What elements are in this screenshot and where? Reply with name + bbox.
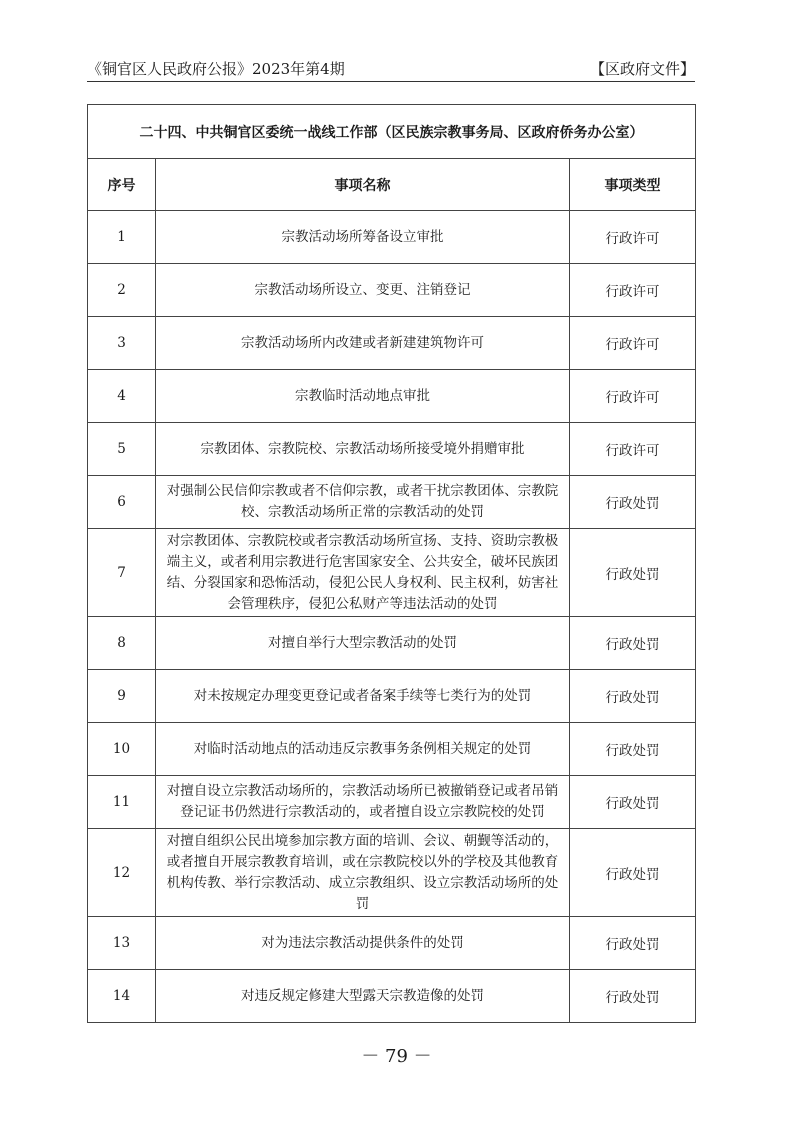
row-type: 行政处罚 bbox=[570, 776, 696, 829]
page-header bbox=[87, 58, 695, 80]
row-name: 宗教活动场所设立、变更、注销登记 bbox=[156, 264, 570, 317]
row-name: 对强制公民信仰宗教或者不信仰宗教，或者干扰宗教团体、宗教院校、宗教活动场所正常的宗教活动的处罚 bbox=[156, 476, 570, 529]
column-header-type: 事项类型 bbox=[570, 159, 696, 211]
row-name: 对擅自举行大型宗教活动的处罚 bbox=[156, 617, 570, 670]
department-row bbox=[88, 105, 696, 159]
table-row bbox=[88, 970, 696, 1023]
table-row bbox=[88, 670, 696, 723]
row-seq: 10 bbox=[88, 723, 156, 776]
row-type: 行政处罚 bbox=[570, 670, 696, 723]
table-row bbox=[88, 317, 696, 370]
row-name: 宗教活动场所内改建或者新建建筑物许可 bbox=[156, 317, 570, 370]
page-number: － 79 － bbox=[361, 1046, 432, 1067]
row-name: 对违反规定修建大型露天宗教造像的处罚 bbox=[156, 970, 570, 1023]
table-row bbox=[88, 370, 696, 423]
table-row bbox=[88, 776, 696, 829]
publication-title: 《铜官区人民政府公报》2023年第4期 bbox=[87, 60, 345, 78]
row-name: 对擅自组织公民出境参加宗教方面的培训、会议、朝觐等活动的，或者擅自开展宗教教育培训，或在宗教院校以外的学校及其他教育机构传教、举行宗教活动、成立宗教组织、设立宗教活动场所的处罚 bbox=[156, 829, 570, 917]
row-name: 对临时活动地点的活动违反宗教事务条例相关规定的处罚 bbox=[156, 723, 570, 776]
table-header-row bbox=[88, 159, 696, 211]
row-seq: 4 bbox=[88, 370, 156, 423]
row-name: 对未按规定办理变更登记或者备案手续等七类行为的处罚 bbox=[156, 670, 570, 723]
row-type: 行政处罚 bbox=[570, 917, 696, 970]
row-seq: 9 bbox=[88, 670, 156, 723]
column-header-seq: 序号 bbox=[88, 159, 156, 211]
table-row bbox=[88, 723, 696, 776]
row-type: 行政许可 bbox=[570, 264, 696, 317]
row-seq: 8 bbox=[88, 617, 156, 670]
row-name: 对为违法宗教活动提供条件的处罚 bbox=[156, 917, 570, 970]
section-label: 【区政府文件】 bbox=[589, 60, 695, 78]
row-seq: 7 bbox=[88, 529, 156, 617]
table-row bbox=[88, 917, 696, 970]
row-type: 行政许可 bbox=[570, 211, 696, 264]
row-seq: 11 bbox=[88, 776, 156, 829]
row-type: 行政处罚 bbox=[570, 617, 696, 670]
row-type: 行政许可 bbox=[570, 423, 696, 476]
table-row bbox=[88, 829, 696, 917]
department-title: 二十四、中共铜官区委统一战线工作部（区民族宗教事务局、区政府侨务办公室） bbox=[88, 105, 696, 159]
row-name: 宗教团体、宗教院校、宗教活动场所接受境外捐赠审批 bbox=[156, 423, 570, 476]
table-row bbox=[88, 423, 696, 476]
row-name: 对宗教团体、宗教院校或者宗教活动场所宣扬、支持、资助宗教极端主义，或者利用宗教进行危害国家安全、公共安全，破坏民族团结、分裂国家和恐怖活动，侵犯公民人身权利、民主权利，妨害社会管理秩序，侵犯公私财产等违法活动的处罚 bbox=[156, 529, 570, 617]
row-seq: 2 bbox=[88, 264, 156, 317]
row-seq: 6 bbox=[88, 476, 156, 529]
row-type: 行政处罚 bbox=[570, 723, 696, 776]
table-row bbox=[88, 476, 696, 529]
row-name: 宗教临时活动地点审批 bbox=[156, 370, 570, 423]
table-row bbox=[88, 617, 696, 670]
row-seq: 5 bbox=[88, 423, 156, 476]
items-table bbox=[87, 104, 696, 1023]
row-type: 行政许可 bbox=[570, 370, 696, 423]
row-type: 行政处罚 bbox=[570, 476, 696, 529]
table-row bbox=[88, 211, 696, 264]
row-seq: 3 bbox=[88, 317, 156, 370]
row-type: 行政处罚 bbox=[570, 970, 696, 1023]
row-type: 行政许可 bbox=[570, 317, 696, 370]
header-divider bbox=[87, 81, 695, 82]
table-row bbox=[88, 529, 696, 617]
table-row bbox=[88, 264, 696, 317]
row-seq: 14 bbox=[88, 970, 156, 1023]
row-type: 行政处罚 bbox=[570, 829, 696, 917]
row-seq: 1 bbox=[88, 211, 156, 264]
row-seq: 13 bbox=[88, 917, 156, 970]
row-name: 宗教活动场所筹备设立审批 bbox=[156, 211, 570, 264]
row-seq: 12 bbox=[88, 829, 156, 917]
row-name: 对擅自设立宗教活动场所的，宗教活动场所已被撤销登记或者吊销登记证书仍然进行宗教活动的，或者擅自设立宗教院校的处罚 bbox=[156, 776, 570, 829]
row-type: 行政处罚 bbox=[570, 529, 696, 617]
column-header-name: 事项名称 bbox=[156, 159, 570, 211]
